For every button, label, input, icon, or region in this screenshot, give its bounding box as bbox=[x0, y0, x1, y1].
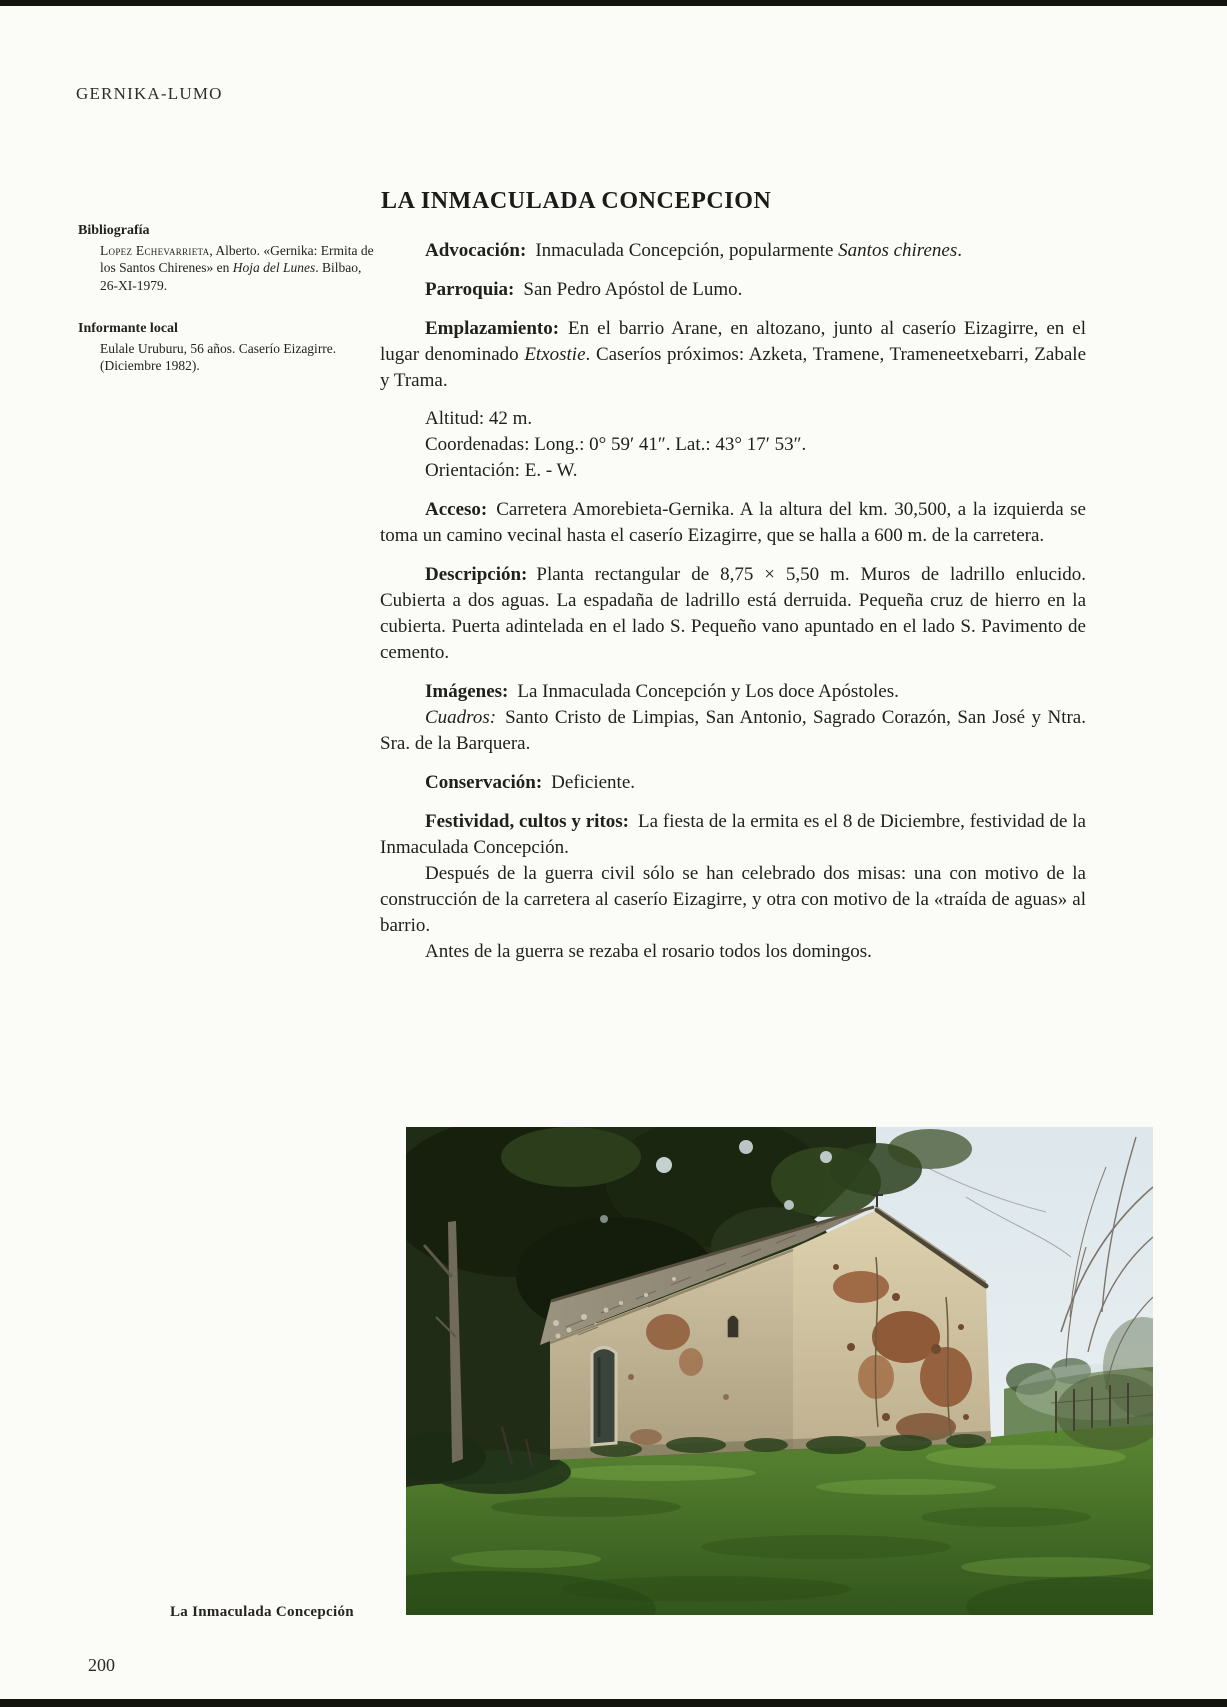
body-paragraph bbox=[380, 770, 1086, 796]
body-paragraph bbox=[380, 861, 1086, 939]
text-segment: . bbox=[957, 240, 963, 261]
text-segment: Carretera Amorebieta-Gernika. A la altura del km. 30,500, a la izquierda se toma un camino vecinal hasta el caserío Eizagirre, que se halla a 600 m. de la carretera. bbox=[380, 499, 1086, 546]
text-segment: . Caseríos próximos: Azketa, Tramene, Trameneetxebarri, Zabale y Trama. bbox=[380, 344, 1086, 391]
text-segment: . Bilbao, 26-XI-1979. bbox=[100, 260, 362, 293]
text-segment: Inmaculada Concepción, popularmente bbox=[535, 240, 839, 261]
body-paragraph bbox=[380, 679, 1086, 705]
sidebar-entry bbox=[78, 340, 374, 375]
text-segment: Acceso: bbox=[425, 499, 488, 520]
text-segment: Planta rectangular de 8,75 × 5,50 m. Muros de ladrillo enlucido. Cubierta a dos aguas. La espadaña de ladrillo está derruida. Pequeña cruz de hierro en la cubierta. Puerta adintelada en el lado S. Pequeño vano apuntado en el lado S. Pavimento de cemento. bbox=[380, 564, 1086, 663]
data-line: Orientación: E. - W. bbox=[425, 460, 578, 481]
scan-edge-top bbox=[0, 0, 1227, 6]
text-segment: Lopez Echevarrieta bbox=[100, 242, 210, 258]
text-segment: Después de la guerra civil sólo se han celebrado dos misas: una con motivo de la construcción de la carretera al caserío Eizagirre, y otra con motivo de la «traída de aguas» al barrio. bbox=[380, 863, 1086, 936]
article-title: LA INMACULADA CONCEPCION bbox=[381, 188, 772, 215]
text-segment: Etxostie bbox=[524, 344, 586, 365]
body-paragraph bbox=[380, 562, 1086, 666]
text-segment: San Pedro Apóstol de Lumo. bbox=[523, 279, 743, 300]
body-paragraph bbox=[380, 939, 1086, 965]
text-segment: Emplazamiento: bbox=[425, 318, 560, 339]
text-segment: Advocación: bbox=[425, 240, 527, 261]
sidebar-heading: Bibliografía bbox=[78, 223, 150, 238]
text-segment: Conservación: bbox=[425, 772, 543, 793]
article-body bbox=[380, 238, 1086, 965]
sidebar-heading: Informante local bbox=[78, 321, 178, 336]
scan-edge-bottom bbox=[0, 1699, 1227, 1707]
text-segment: Hoja del Lunes bbox=[232, 260, 316, 275]
text-segment: Santo Cristo de Limpias, San Antonio, Sagrado Corazón, San José y Ntra. Sra. de la Barquera. bbox=[380, 707, 1086, 754]
sidebar-entry bbox=[78, 242, 374, 295]
text-segment: La fiesta de la ermita es el 8 de Diciembre, festividad de la Inmaculada Concepción. bbox=[380, 811, 1086, 858]
text-segment: , Alberto. «Gernika: Ermita de los Santos Chirenes» en bbox=[100, 242, 374, 275]
text-segment: Cuadros: bbox=[425, 707, 497, 728]
technical-data-block bbox=[380, 406, 1086, 484]
text-segment: La Inmaculada Concepción y Los doce Apóstoles. bbox=[517, 681, 899, 702]
running-header: GERNIKA-LUMO bbox=[76, 84, 223, 103]
sidebar-section bbox=[78, 222, 374, 294]
hermitage-door bbox=[592, 1348, 616, 1446]
body-paragraph bbox=[380, 277, 1086, 303]
hermitage-photo bbox=[406, 1127, 1153, 1615]
photo-caption: La Inmaculada Concepción bbox=[170, 1604, 354, 1620]
body-paragraph bbox=[380, 809, 1086, 861]
body-paragraph bbox=[380, 238, 1086, 264]
body-paragraph bbox=[380, 316, 1086, 394]
body-paragraph bbox=[380, 497, 1086, 549]
text-segment: En el barrio Arane, en altozano, junto al caserío Eizagirre, en el lugar denominado bbox=[380, 318, 1086, 365]
data-line: Altitud: 42 m. bbox=[425, 408, 533, 429]
hermitage-photo-illustration bbox=[406, 1127, 1153, 1615]
text-segment: Eulale Uruburu, 56 años. Caserío Eizagirre. (Diciembre 1982). bbox=[100, 340, 337, 373]
text-segment: Imágenes: bbox=[425, 681, 509, 702]
text-segment: Festividad, cultos y ritos: bbox=[425, 811, 629, 832]
text-segment: Santos chirenes bbox=[838, 240, 958, 261]
sidebar-notes bbox=[78, 222, 374, 401]
page-number: 200 bbox=[88, 1655, 115, 1675]
text-segment: Descripción: bbox=[425, 564, 528, 585]
sidebar-section bbox=[78, 320, 374, 375]
text-segment: Deficiente. bbox=[551, 772, 636, 793]
body-paragraph bbox=[380, 705, 1086, 757]
data-line: Coordenadas: Long.: 0° 59′ 41″. Lat.: 43° 17′ 53″. bbox=[425, 434, 807, 455]
text-segment: Antes de la guerra se rezaba el rosario todos los domingos. bbox=[425, 941, 872, 962]
text-segment: Parroquia: bbox=[425, 279, 515, 300]
hermitage-window bbox=[727, 1315, 739, 1338]
